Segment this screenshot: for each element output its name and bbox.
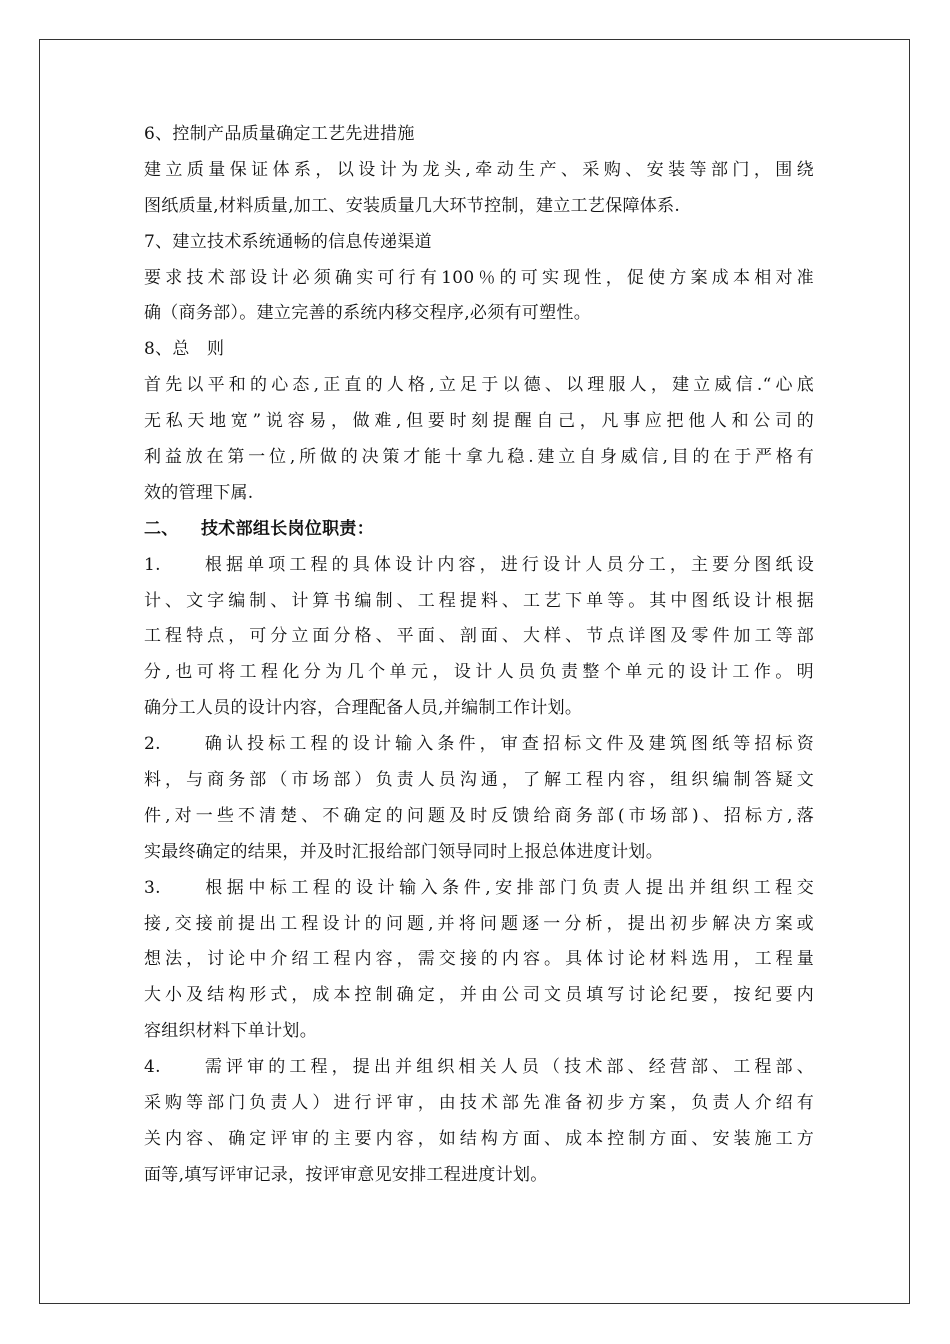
- line-text: 根据中标工程的设计输入条件,安排部门负责人提出并组织工程交: [201, 877, 814, 898]
- text-line: [144, 512, 814, 548]
- text-line: [144, 584, 814, 620]
- text-line: [144, 835, 814, 871]
- text-line: [144, 153, 814, 189]
- line-text: 利益放在第一位,所做的决策才能十拿九稳.建立自身威信,目的在于严格有: [144, 447, 814, 468]
- line-text: 无私天地宽”说容易，做难,但要时刻提醒自己，凡事应把他人和公司的: [144, 411, 814, 432]
- text-line: [144, 1158, 814, 1194]
- line-text: 工程特点，可分立面分格、平面、剖面、大样、节点详图及零件加工等部: [144, 626, 814, 647]
- line-text: 建立质量保证体系，以设计为龙头,牵动生产、采购、安装等部门，围绕: [144, 159, 814, 180]
- text-line: [144, 799, 814, 835]
- line-text: 想法，讨论中介绍工程内容，需交接的内容。具体讨论材料选用，工程量: [144, 949, 814, 970]
- line-text: 技术部组长岗位职责：: [201, 518, 374, 539]
- text-line: [144, 727, 814, 763]
- line-text: 确分工人员的设计内容，合理配备人员,并编制工作计划。: [144, 698, 583, 719]
- text-line: [144, 655, 814, 691]
- text-line: [144, 189, 814, 225]
- line-text: 面等,填写评审记录，按评审意见安排工程进度计划。: [144, 1164, 548, 1185]
- line-text: 关内容、确定评审的主要内容，如结构方面、成本控制方面、安装施工方: [144, 1128, 814, 1149]
- line-text: 件,对一些不清楚、不确定的问题及时反馈给商务部(市场部)、招标方,落: [144, 805, 814, 826]
- text-line: [144, 1086, 814, 1122]
- line-text: 7、建立技术系统通畅的信息传递渠道: [144, 231, 432, 252]
- text-line: [144, 1014, 814, 1050]
- text-line: [144, 978, 814, 1014]
- text-line: [144, 907, 814, 943]
- line-text: 需评审的工程，提出并组织相关人员（技术部、经营部、工程部、: [201, 1057, 814, 1078]
- text-line: [144, 1050, 814, 1086]
- line-text: 实最终确定的结果，并及时汇报给部门领导同时上报总体进度计划。: [144, 841, 663, 862]
- line-text: 要求技术部设计必须确实可行有100％的可实现性，促使方案成本相对准: [144, 267, 814, 288]
- item-number: 2.: [144, 734, 161, 755]
- text-line: [144, 440, 814, 476]
- text-line: [144, 404, 814, 440]
- text-line: [144, 1122, 814, 1158]
- text-line: [144, 691, 814, 727]
- line-text: 计、文字编制、计算书编制、工程提料、工艺下单等。其中图纸设计根据: [144, 590, 814, 611]
- text-line: [144, 225, 814, 261]
- line-text: 容组织材料下单计划。: [144, 1021, 317, 1042]
- line-text: 料，与商务部（市场部）负责人员沟通，了解工程内容，组织编制答疑文: [144, 770, 814, 791]
- line-text: 接,交接前提出工程设计的问题,并将问题逐一分析，提出初步解决方案或: [144, 913, 814, 934]
- item-number: 1.: [144, 554, 161, 575]
- text-line: [144, 476, 814, 512]
- text-line: [144, 117, 814, 153]
- line-text: 大小及结构形式，成本控制确定，并由公司文员填写讨论纪要，按纪要内: [144, 985, 814, 1006]
- text-line: [144, 548, 814, 584]
- line-text: 效的管理下属.: [144, 482, 254, 503]
- line-text: 采购等部门负责人）进行评审，由技术部先准备初步方案，负责人介绍有: [144, 1093, 814, 1114]
- line-text: 根据单项工程的具体设计内容，进行设计人员分工，主要分图纸设: [201, 554, 814, 575]
- line-text: 8、总 则: [144, 339, 225, 360]
- item-number: 3.: [144, 877, 161, 898]
- text-line: [144, 332, 814, 368]
- text-line: [144, 942, 814, 978]
- text-line: [144, 296, 814, 332]
- text-line: [144, 871, 814, 907]
- line-text: 首先以平和的心态,正直的人格,立足于以德、以理服人，建立威信.“心底: [144, 375, 814, 396]
- text-line: [144, 763, 814, 799]
- line-text: 确认投标工程的设计输入条件，审查招标文件及建筑图纸等招标资: [201, 734, 814, 755]
- line-text: 确（商务部）。建立完善的系统内移交程序,必须有可塑性。: [144, 303, 592, 324]
- item-number: 二、: [144, 518, 179, 539]
- item-number: 4.: [144, 1057, 161, 1078]
- line-text: 6、控制产品质量确定工艺先进措施: [144, 124, 415, 144]
- text-line: [144, 368, 814, 404]
- document-body: [144, 117, 814, 1194]
- text-line: [144, 619, 814, 655]
- text-line: [144, 261, 814, 297]
- line-text: 图纸质量,材料质量,加工、安装质量几大环节控制，建立工艺保障体系.: [144, 195, 681, 216]
- line-text: 分,也可将工程化分为几个单元，设计人员负责整个单元的设计工作。明: [144, 662, 814, 683]
